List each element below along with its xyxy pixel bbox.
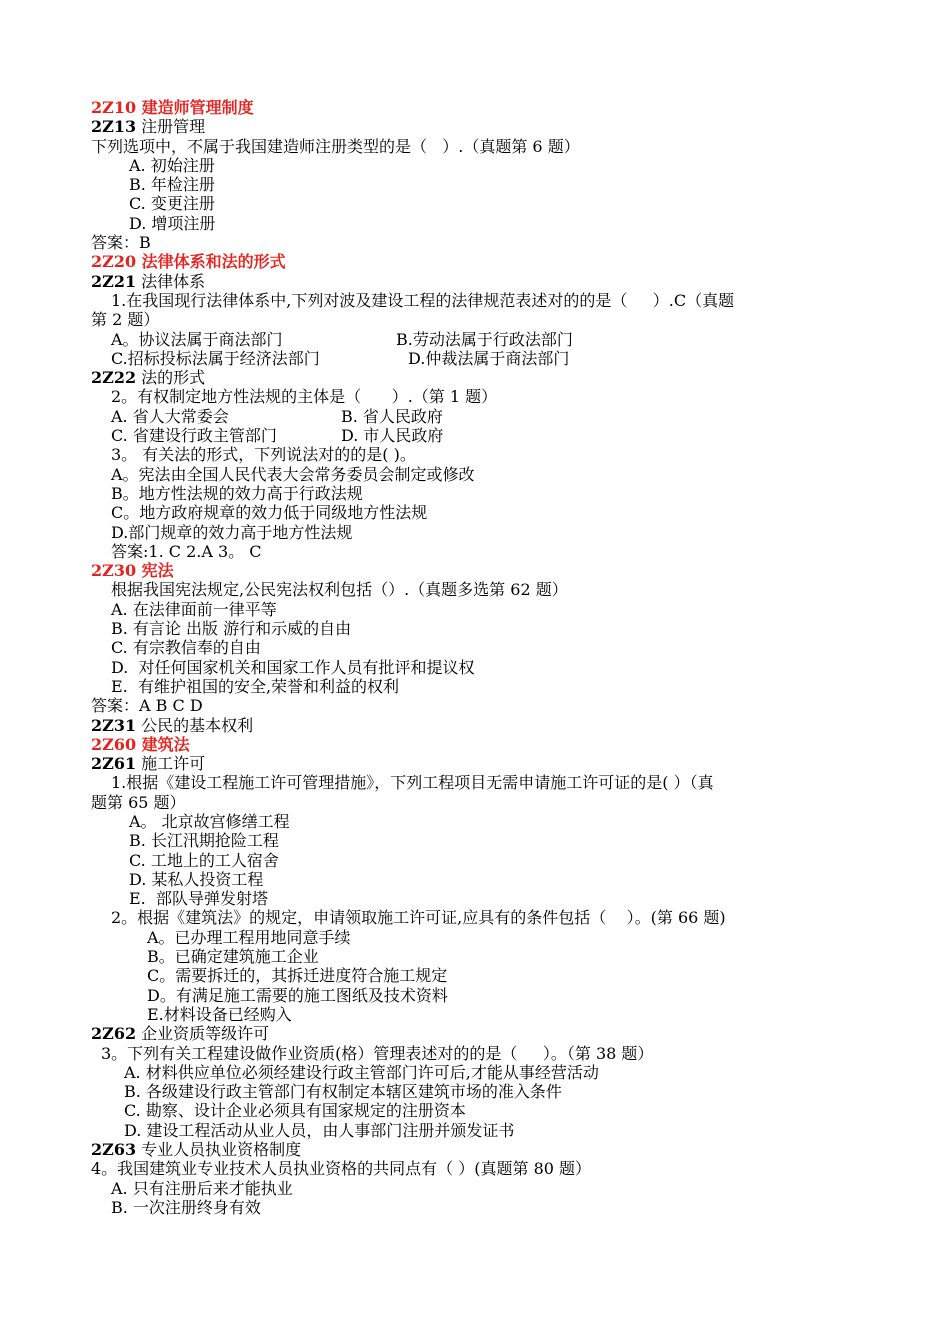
option: D。有满足施工需要的施工图纸及技术资料 (147, 985, 448, 1005)
option: D. 市人民政府 (341, 426, 444, 446)
option: C. 变更注册 (129, 194, 215, 214)
option: A. 只有注册后来才能执业 (111, 1178, 293, 1198)
answer-text: 答案：A B C D (91, 696, 203, 716)
option: D. 某私人投资工程 (129, 869, 264, 889)
answer-text: 答案:1. C 2.A 3。 C (111, 541, 262, 561)
option: D. 增项注册 (129, 213, 216, 233)
option: B. 年检注册 (129, 175, 215, 195)
option: A。宪法由全国人民代表大会常务委员会制定或修改 (111, 464, 475, 484)
option: B. 各级建设行政主管部门有权制定本辖区建筑市场的准入条件 (124, 1082, 562, 1102)
answer-text: 答案：B (91, 233, 151, 253)
question-text: 1.根据《建设工程施工许可管理措施》，下列工程项目无需申请施工许可证的是( ）（真 (111, 773, 714, 793)
option-row (91, 426, 881, 445)
question-text: 下列选项中，不属于我国建造师注册类型的是（ ）.（真题第 6 题） (91, 136, 580, 156)
option: D.仲裁法属于商法部门 (408, 348, 570, 368)
section-heading: 2Z60 建筑法 (91, 734, 190, 754)
option: B. 一次注册终身有效 (111, 1197, 261, 1217)
subsection-heading: 2Z13 注册管理 (91, 117, 206, 137)
option: C。地方政府规章的效力低于同级地方性法规 (111, 503, 428, 523)
option: D. 建设工程活动从业人员，由人事部门注册并颁发证书 (124, 1120, 515, 1140)
option: B. 有言论 出版 游行和示威的自由 (111, 619, 352, 639)
question-text: 1.在我国现行法律体系中,下列对波及建设工程的法律规范表述对的的是（ ）.C（真题 (111, 290, 735, 310)
option: B. 省人民政府 (341, 406, 443, 426)
option: B。已确定建筑施工企业 (147, 947, 319, 967)
option: C. 有宗教信奉的自由 (111, 638, 261, 658)
option: E.材料设备已经购入 (147, 1004, 292, 1024)
option: C. 省建设行政主管部门 (111, 426, 277, 446)
option: B. 长江汛期抢险工程 (129, 831, 279, 851)
section-heading: 2Z20 法律体系和法的形式 (91, 252, 286, 272)
option: A. 初始注册 (129, 155, 215, 175)
question-text-cont: 第 2 题） (91, 310, 160, 330)
document-page (91, 98, 881, 1217)
subsection-heading: 2Z61 施工许可 (91, 754, 206, 774)
section-heading: 2Z10 建造师管理制度 (91, 98, 254, 117)
option-row (91, 349, 881, 368)
question-text: 2。有权制定地方性法规的主体是（ ）.（第 1 题） (111, 387, 498, 407)
option: E. 有维护祖国的安全,荣誉和利益的权利 (111, 676, 400, 696)
option-row (91, 407, 881, 426)
option: E. 部队导弹发射塔 (129, 889, 268, 909)
question-text: 4。我国建筑业专业技术人员执业资格的共同点有（ ）(真题第 80 题） (91, 1159, 592, 1179)
option: C.招标投标法属于经济法部门 (111, 348, 320, 368)
option: A。 北京故宫修缮工程 (129, 811, 290, 831)
subsection-heading: 2Z22 法的形式 (91, 368, 206, 388)
question-text-cont: 题第 65 题） (91, 792, 186, 812)
option: A. 材料供应单位必须经建设行政主管部门许可后,才能从事经营活动 (124, 1062, 599, 1082)
option: A. 在法律面前一律平等 (111, 599, 277, 619)
option: C. 工地上的工人宿舍 (129, 850, 279, 870)
option: C。需要拆迁的，其拆迁进度符合施工规定 (147, 966, 448, 986)
option-row (91, 330, 881, 349)
question-text: 3。下列有关工程建设做作业资质(格）管理表述对的的是（ ）。（第 38 题） (101, 1043, 654, 1063)
question-text: 2。根据《建筑法》的规定，申请领取施工许可证,应具有的条件包括（ ）。(第 66 题) (111, 908, 726, 928)
subsection-heading: 2Z31 公民的基本权利 (91, 715, 254, 735)
question-text: 根据我国宪法规定,公民宪法权利包括（）.（真题多选第 62 题） (111, 580, 568, 600)
question-text: 3。 有关法的形式，下列说法对的的是( )。 (111, 445, 416, 465)
option: A. 省人大常委会 (111, 406, 229, 426)
option: A。已办理工程用地同意手续 (147, 927, 351, 947)
option: C. 勘察、设计企业必须具有国家规定的注册资本 (124, 1101, 466, 1121)
subsection-heading: 2Z63 专业人员执业资格制度 (91, 1140, 302, 1160)
subsection-heading: 2Z62 企业资质等级许可 (91, 1024, 270, 1044)
subsection-heading: 2Z21 法律体系 (91, 271, 206, 291)
option: B。地方性法规的效力高于行政法规 (111, 483, 363, 503)
option: A。协议法属于商法部门 (111, 329, 283, 349)
option: B.劳动法属于行政法部门 (396, 329, 573, 349)
option: D.部门规章的效力高于地方性法规 (111, 522, 353, 542)
section-heading: 2Z30 宪法 (91, 561, 174, 581)
option: D. 对任何国家机关和国家工作人员有批评和提议权 (111, 657, 475, 677)
